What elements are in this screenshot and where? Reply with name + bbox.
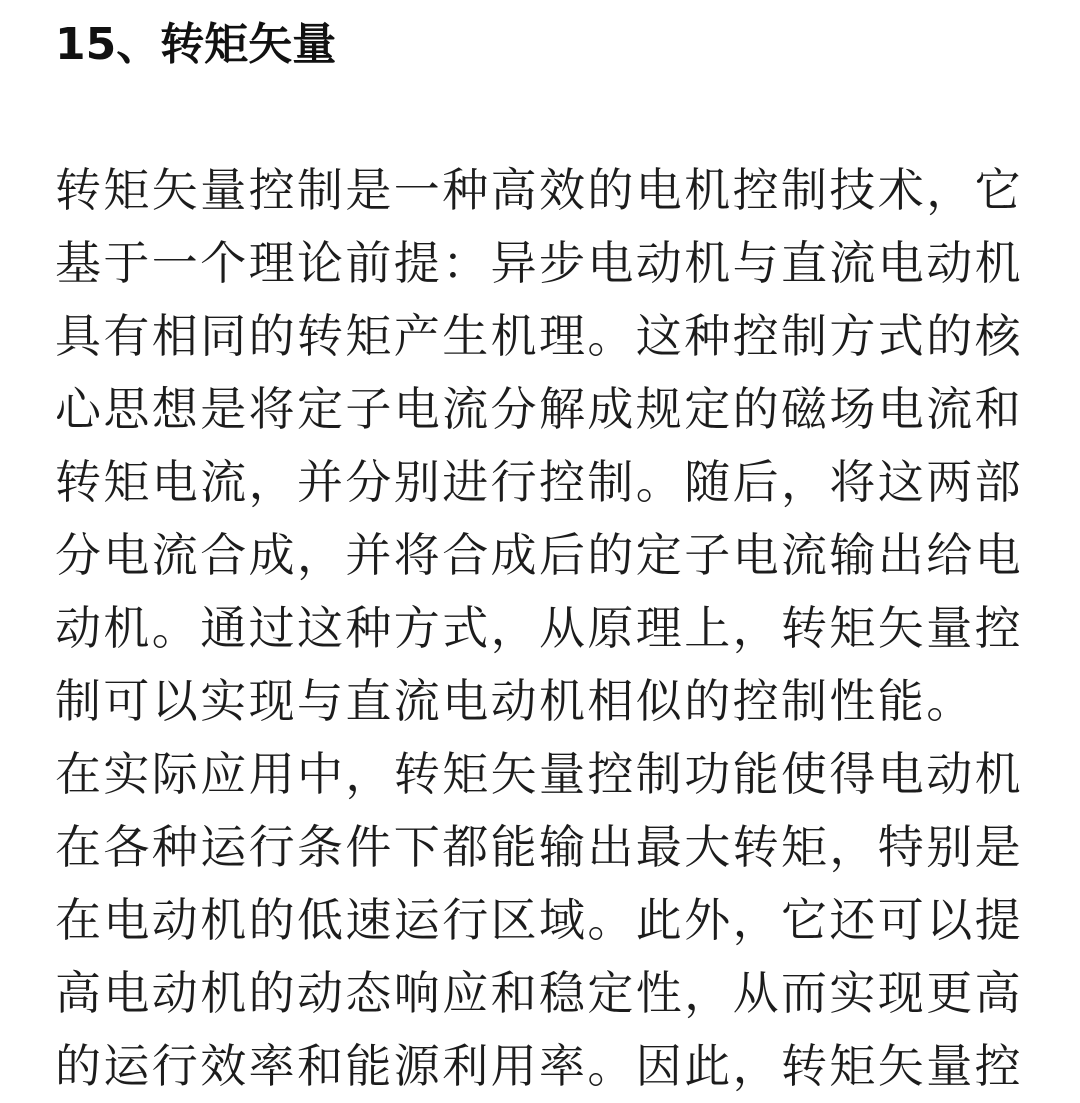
text-line: 动机。通过这种方式，从原理上，转矩矢量控: [55, 601, 1023, 655]
section-title: 15、转矩矢量: [55, 19, 337, 70]
text-line: 分电流合成，并将合成后的定子电流输出给电: [55, 528, 1023, 582]
text-line: 转矩电流，并分别进行控制。随后，将这两部: [55, 455, 1023, 509]
text-line: 在电动机的低速运行区域。此外，它还可以提: [55, 893, 1023, 947]
text-line: 具有相同的转矩产生机理。这种控制方式的核: [55, 309, 1023, 363]
text-line: 制可以实现与直流电动机相似的控制性能。: [55, 674, 975, 728]
article-body: [55, 154, 1055, 1103]
text-line: 在各种运行条件下都能输出最大转矩，特别是: [55, 820, 1023, 874]
text-line: 心思想是将定子电流分解成规定的磁场电流和: [55, 382, 1023, 436]
text-line: 基于一个理论前提：异步电动机与直流电动机: [55, 236, 1023, 290]
text-line: 高电动机的动态响应和稳定性，从而实现更高: [55, 966, 1023, 1020]
text-line: 的运行效率和能源利用率。因此，转矩矢量控: [55, 1039, 1023, 1093]
text-line: 在实际应用中，转矩矢量控制功能使得电动机: [55, 747, 1023, 801]
text-line: 转矩矢量控制是一种高效的电机控制技术，它: [55, 163, 1023, 217]
